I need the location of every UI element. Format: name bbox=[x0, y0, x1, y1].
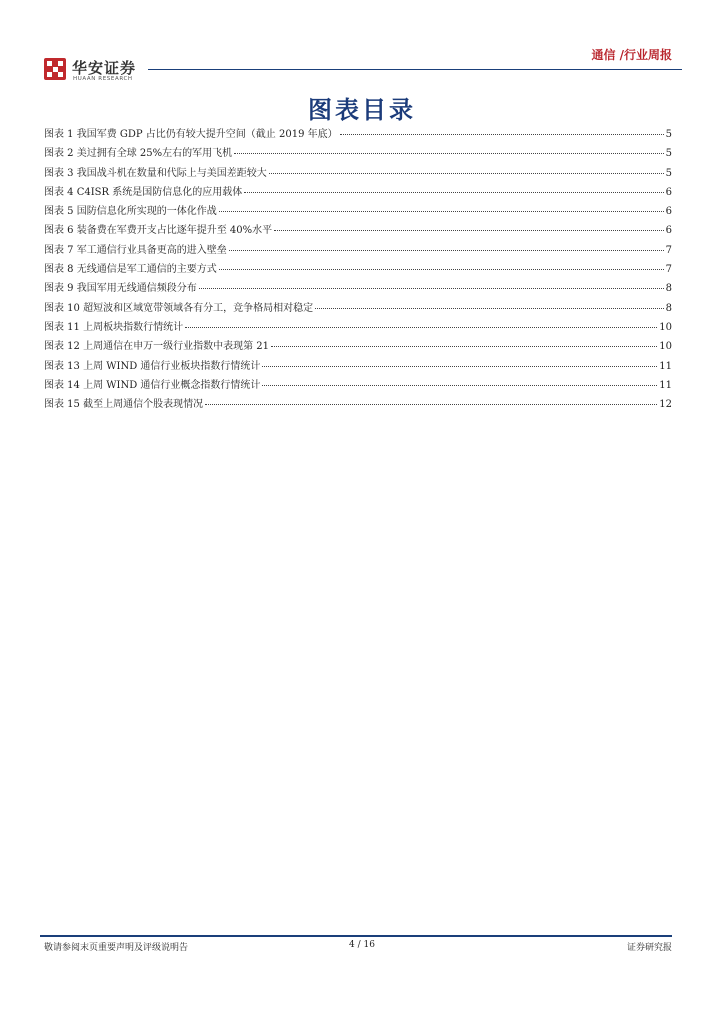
toc-item-page[interactable]: 7 bbox=[665, 264, 672, 276]
toc-item-leader-dots bbox=[340, 134, 664, 135]
toc-item[interactable] bbox=[44, 260, 672, 279]
toc-item[interactable] bbox=[44, 164, 672, 183]
toc-item[interactable] bbox=[44, 357, 672, 376]
company-seal-logo-icon bbox=[44, 58, 66, 80]
footer-report-type: 证券研究报 bbox=[626, 943, 672, 953]
toc-item-leader-dots bbox=[205, 404, 657, 405]
toc-item[interactable] bbox=[44, 376, 672, 395]
toc-item[interactable] bbox=[44, 241, 672, 260]
company-logo-text: 华安证券 bbox=[72, 59, 137, 77]
toc-title: 图表目录 bbox=[308, 95, 416, 124]
toc-item-leader-dots bbox=[219, 211, 664, 212]
toc-item-label[interactable]: 图表 9 我国军用无线通信频段分布 bbox=[44, 283, 197, 295]
toc-item-leader-dots bbox=[229, 250, 664, 251]
toc-item-label[interactable]: 图表 12 上周通信在申万一级行业指数中表现第 21 bbox=[44, 341, 269, 353]
company-logo-subtitle: HUAAN RESEARCH bbox=[73, 76, 133, 82]
toc-item[interactable] bbox=[44, 299, 672, 318]
toc-item-page[interactable]: 8 bbox=[665, 302, 672, 314]
toc-item-label[interactable]: 图表 11 上周板块指数行情统计 bbox=[44, 321, 184, 333]
footer-page-number: 4 / 16 bbox=[349, 940, 375, 950]
header-divider bbox=[148, 69, 682, 70]
toc-item-label[interactable]: 图表 13 上周 WIND 通信行业板块指数行情统计 bbox=[44, 360, 261, 372]
toc-item-leader-dots bbox=[269, 173, 664, 174]
toc-item-label[interactable]: 图表 15 截至上周通信个股表现情况 bbox=[44, 399, 204, 411]
toc-item-page[interactable]: 5 bbox=[665, 129, 672, 140]
toc-item-label[interactable]: 图表 7 军工通信行业具备更高的进入壁垒 bbox=[44, 244, 227, 256]
toc-item-leader-dots bbox=[262, 385, 657, 386]
toc-item-label[interactable]: 图表 5 国防信息化所实现的一体化作战 bbox=[44, 206, 217, 218]
toc-item-label[interactable]: 图表 3 我国战斗机在数量和代际上与美国差距较大 bbox=[44, 167, 267, 179]
footer-divider bbox=[40, 935, 672, 937]
toc-item[interactable] bbox=[44, 183, 672, 202]
toc-item-page[interactable]: 11 bbox=[659, 379, 672, 391]
toc-item[interactable] bbox=[44, 395, 672, 414]
toc-item-page[interactable]: 5 bbox=[665, 167, 672, 179]
toc-item-label[interactable]: 图表 1 我国军费 GDP 占比仍有较大提升空间（截止 2019 年底） bbox=[44, 129, 338, 140]
report-category: 通信 /行业周报 bbox=[591, 48, 672, 62]
toc-item-page[interactable]: 8 bbox=[665, 283, 672, 295]
toc-item-page[interactable]: 5 bbox=[665, 148, 672, 160]
toc-item-leader-dots bbox=[219, 269, 664, 270]
toc-item[interactable] bbox=[44, 221, 672, 240]
toc-item-page[interactable]: 10 bbox=[659, 321, 672, 333]
toc-item-leader-dots bbox=[199, 288, 664, 289]
toc-item[interactable] bbox=[44, 125, 672, 144]
toc-item-leader-dots bbox=[262, 366, 657, 367]
toc-item-page[interactable]: 10 bbox=[659, 341, 672, 353]
toc-item-page[interactable]: 6 bbox=[665, 186, 672, 198]
toc-item-label[interactable]: 图表 6 装备费在军费开支占比逐年提升至 40%水平 bbox=[44, 225, 273, 237]
toc-item-leader-dots bbox=[185, 327, 657, 328]
toc-item-label[interactable]: 图表 2 美过拥有全球 25%左右的军用飞机 bbox=[44, 148, 233, 160]
toc-item-label[interactable]: 图表 8 无线通信是军工通信的主要方式 bbox=[44, 264, 217, 276]
page-header bbox=[40, 48, 682, 86]
toc-item[interactable] bbox=[44, 279, 672, 298]
toc-item-label[interactable]: 图表 10 超短波和区域宽带领域各有分工，竞争格局相对稳定 bbox=[44, 302, 314, 314]
toc-item-label[interactable]: 图表 14 上周 WIND 通信行业概念指数行情统计 bbox=[44, 379, 261, 391]
toc-item[interactable] bbox=[44, 144, 672, 163]
toc-item-page[interactable]: 12 bbox=[659, 399, 672, 411]
toc-item-leader-dots bbox=[234, 153, 664, 154]
toc-item-page[interactable]: 6 bbox=[665, 206, 672, 218]
toc-item[interactable] bbox=[44, 202, 672, 221]
toc-item-page[interactable]: 6 bbox=[665, 225, 672, 237]
toc-item-leader-dots bbox=[244, 192, 663, 193]
toc-item[interactable] bbox=[44, 318, 672, 337]
toc-item-leader-dots bbox=[315, 308, 664, 309]
toc-list bbox=[44, 125, 672, 414]
toc-item-leader-dots bbox=[274, 230, 664, 231]
toc-item-leader-dots bbox=[271, 346, 657, 347]
toc-item-page[interactable]: 7 bbox=[665, 244, 672, 256]
toc-item[interactable] bbox=[44, 337, 672, 356]
toc-item-page[interactable]: 11 bbox=[659, 360, 672, 372]
toc-item-label[interactable]: 图表 4 C4ISR 系统是国防信息化的应用载体 bbox=[44, 186, 243, 198]
footer-disclaimer: 敬请参阅末页重要声明及评级说明告 bbox=[44, 943, 189, 953]
